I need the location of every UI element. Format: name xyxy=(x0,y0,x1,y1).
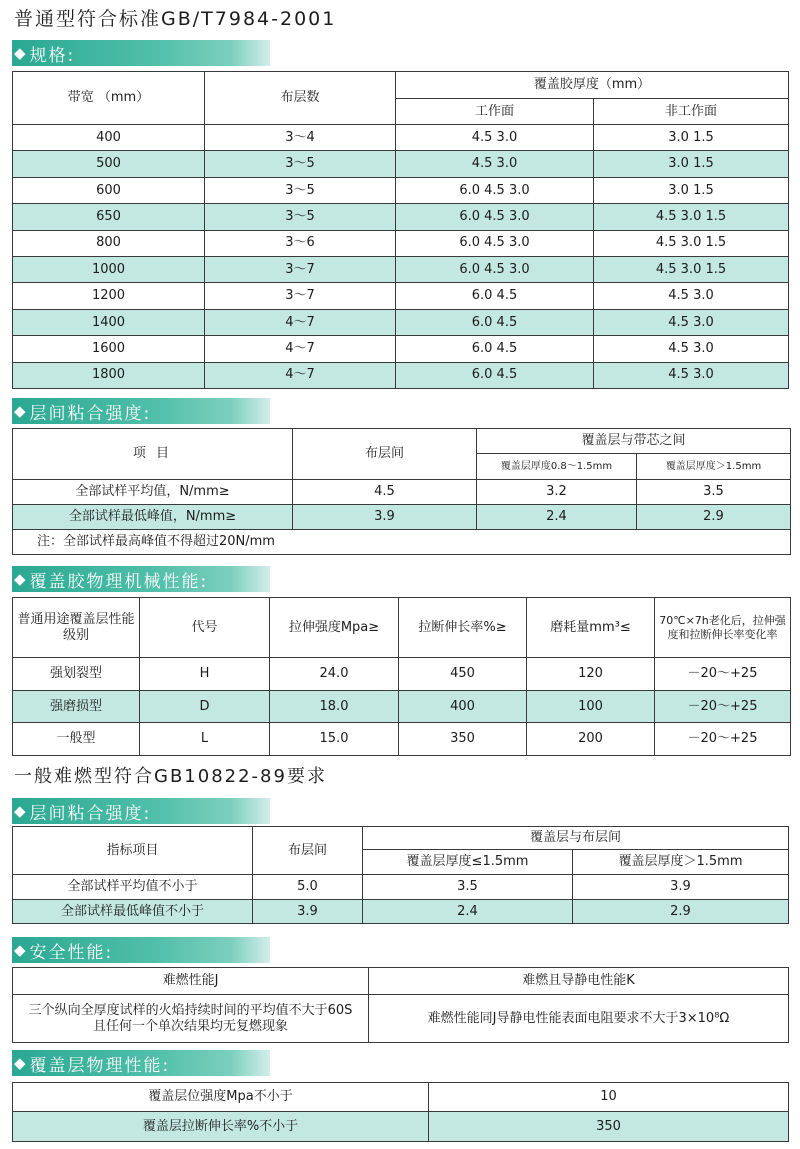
table-row xyxy=(13,309,789,335)
cell-label: 全部试样最低峰值不小于 xyxy=(13,900,253,924)
table-row xyxy=(13,1112,789,1142)
section-band-mechanical xyxy=(12,566,270,592)
section-band-safety xyxy=(12,937,270,963)
header-aging: 70℃×7h老化后，拉伸强度和拉断伸长率变化率 xyxy=(655,598,791,658)
table-row xyxy=(13,283,789,309)
cell-nonworking: 4.5 3.0 xyxy=(594,309,789,335)
header-plies: 布层数 xyxy=(205,72,396,125)
cell-code: H xyxy=(140,658,270,691)
cell-tensile: 18.0 xyxy=(270,691,399,723)
section-heading: 覆盖层物理性能: xyxy=(29,1055,171,1076)
header-thick-cover: 覆盖层厚度＞1.5mm xyxy=(637,454,791,480)
adhesion-table-2 xyxy=(12,826,789,924)
header-cover-core: 覆盖层与带芯之间 xyxy=(477,429,791,454)
diamond-icon: ◆ xyxy=(14,402,28,420)
header-flame-retardant: 难燃性能J xyxy=(13,968,369,995)
cell-width: 650 xyxy=(13,204,205,230)
table-row xyxy=(13,204,789,230)
cell-plies: 3～5 xyxy=(205,204,396,230)
cell-working: 6.0 4.5 xyxy=(396,309,594,335)
cell-working: 4.5 3.0 xyxy=(396,151,594,177)
cell-level: 一般型 xyxy=(13,723,140,756)
cell-working: 6.0 4.5 xyxy=(396,283,594,309)
diamond-icon: ◆ xyxy=(14,44,28,62)
cell-plies: 3～6 xyxy=(205,230,396,256)
adhesion-table xyxy=(12,428,791,555)
cell-value: 350 xyxy=(429,1112,789,1142)
diamond-icon: ◆ xyxy=(14,941,28,959)
cell-nonworking: 3.0 1.5 xyxy=(594,177,789,203)
diamond-icon: ◆ xyxy=(14,802,28,820)
cell-label: 全部试样平均值不小于 xyxy=(13,875,253,900)
header-working-face: 工作面 xyxy=(396,99,594,125)
safety-table xyxy=(12,967,789,1043)
table-row xyxy=(13,1083,789,1112)
cell-value: 3.2 xyxy=(477,480,637,505)
cell-working: 6.0 4.5 3.0 xyxy=(396,230,594,256)
cell-plies: 4～7 xyxy=(205,309,396,335)
cell-working: 6.0 4.5 3.0 xyxy=(396,177,594,203)
cell-plies: 3～7 xyxy=(205,256,396,282)
section-heading: 层间粘合强度: xyxy=(29,403,152,424)
cell-abrasion: 200 xyxy=(527,723,655,756)
section-band-adhesion-2 xyxy=(12,798,270,824)
section-heading: 规格: xyxy=(29,45,76,66)
cell-width: 1600 xyxy=(13,336,205,362)
cell-label: 全部试样平均值，N/mm≥ xyxy=(13,480,293,505)
page-title: 普通型符合标准GB/T7984-2001 xyxy=(14,8,337,30)
cell-plies: 3～4 xyxy=(205,125,396,151)
cell-value: 3.9 xyxy=(293,505,477,530)
cell-value: 5.0 xyxy=(253,875,363,900)
section-heading: 安全性能: xyxy=(29,942,114,963)
cell-nonworking: 4.5 3.0 1.5 xyxy=(594,230,789,256)
cell-width: 800 xyxy=(13,230,205,256)
table-row xyxy=(13,151,789,177)
cell-nonworking: 4.5 3.0 1.5 xyxy=(594,256,789,282)
cell-abrasion: 100 xyxy=(527,691,655,723)
table-note: 注：全部试样最高峰值不得超过20N/mm xyxy=(13,530,791,555)
header-tensile: 拉伸强度Mpa≥ xyxy=(270,598,399,658)
cell-working: 6.0 4.5 3.0 xyxy=(396,256,594,282)
spec-table xyxy=(12,71,789,389)
cell-value: 2.9 xyxy=(573,900,789,924)
cell-nonworking: 3.0 1.5 xyxy=(594,151,789,177)
cell-value: 3.9 xyxy=(573,875,789,900)
cell-value: 4.5 xyxy=(293,480,477,505)
header-nonworking-face: 非工作面 xyxy=(594,99,789,125)
header-plies: 布层间 xyxy=(293,429,477,480)
cell-value: 2.4 xyxy=(477,505,637,530)
cell-elongation: 350 xyxy=(399,723,527,756)
section-band-spec xyxy=(12,40,270,66)
diamond-icon: ◆ xyxy=(14,1054,28,1072)
cell-width: 1000 xyxy=(13,256,205,282)
table-row xyxy=(13,125,789,151)
cell-working: 6.0 4.5 3.0 xyxy=(396,204,594,230)
table-row xyxy=(13,723,791,756)
header-item: 指标项目 xyxy=(13,827,253,875)
cell-label: 覆盖层位强度Mpa不小于 xyxy=(13,1083,429,1112)
cell-plies: 4～7 xyxy=(205,362,396,388)
table-row xyxy=(13,658,791,691)
cell-tensile: 24.0 xyxy=(270,658,399,691)
cell-nonworking: 4.5 3.0 xyxy=(594,362,789,388)
header-cover-ply: 覆盖层与布层间 xyxy=(363,827,789,850)
cell-level: 强磨损型 xyxy=(13,691,140,723)
cell-nonworking: 4.5 3.0 1.5 xyxy=(594,204,789,230)
cell-value: 2.4 xyxy=(363,900,573,924)
cell-label: 覆盖层拉断伸长率%不小于 xyxy=(13,1112,429,1142)
cell-width: 600 xyxy=(13,177,205,203)
table-row xyxy=(13,256,789,282)
mechanical-table xyxy=(12,597,791,756)
cell-value: 3.5 xyxy=(637,480,791,505)
header-item: 项 目 xyxy=(13,429,293,480)
table-row xyxy=(13,362,789,388)
cell-width: 1400 xyxy=(13,309,205,335)
cell-elongation: 400 xyxy=(399,691,527,723)
table-row xyxy=(13,875,789,900)
table-row xyxy=(13,505,791,530)
table-row xyxy=(13,480,791,505)
header-thin-cover: 覆盖层厚度≤1.5mm xyxy=(363,850,573,875)
cell-antistatic-requirement: 难燃性能同J导静电性能表面电阻要求不大于3×10⁸Ω xyxy=(369,995,789,1043)
header-thin-cover: 覆盖层厚度0.8～1.5mm xyxy=(477,454,637,480)
cell-tensile: 15.0 xyxy=(270,723,399,756)
cell-width: 1200 xyxy=(13,283,205,309)
cell-abrasion: 120 xyxy=(527,658,655,691)
cell-value: 3.9 xyxy=(253,900,363,924)
cell-nonworking: 4.5 3.0 xyxy=(594,283,789,309)
cell-plies: 4～7 xyxy=(205,336,396,362)
header-abrasion: 磨耗量mm³≤ xyxy=(527,598,655,658)
cell-value: 3.5 xyxy=(363,875,573,900)
cell-aging: －20～+25 xyxy=(655,658,791,691)
cell-width: 500 xyxy=(13,151,205,177)
cell-width: 1800 xyxy=(13,362,205,388)
cell-value: 2.9 xyxy=(637,505,791,530)
cell-working: 6.0 4.5 xyxy=(396,336,594,362)
cell-level: 强划裂型 xyxy=(13,658,140,691)
cell-flame-requirement: 三个纵向全厚度试样的火焰持续时间的平均值不大于60S且任何一个单次结果均无复燃现象 xyxy=(13,995,369,1043)
cell-value: 10 xyxy=(429,1083,789,1112)
table-row xyxy=(13,177,789,203)
cell-code: D xyxy=(140,691,270,723)
cell-label: 全部试样最低峰值，N/mm≥ xyxy=(13,505,293,530)
table-row xyxy=(13,900,789,924)
section-band-adhesion xyxy=(12,398,270,424)
header-level: 普通用途覆盖层性能级别 xyxy=(13,598,140,658)
cell-aging: －20～+25 xyxy=(655,691,791,723)
cell-elongation: 450 xyxy=(399,658,527,691)
table-row xyxy=(13,230,789,256)
table-row xyxy=(13,336,789,362)
section-band-cover xyxy=(12,1050,270,1076)
table-row xyxy=(13,691,791,723)
section-heading: 层间粘合强度: xyxy=(29,803,152,824)
header-cover-thickness: 覆盖胶厚度（mm） xyxy=(396,72,789,99)
header-width: 带宽 （mm） xyxy=(13,72,205,125)
section-title-flame-retardant: 一般难燃型符合GB10822-89要求 xyxy=(14,766,327,787)
cell-aging: －20～+25 xyxy=(655,723,791,756)
header-plies: 布层间 xyxy=(253,827,363,875)
cell-plies: 3～5 xyxy=(205,151,396,177)
header-code: 代号 xyxy=(140,598,270,658)
header-elongation: 拉断伸长率%≥ xyxy=(399,598,527,658)
cell-plies: 3～7 xyxy=(205,283,396,309)
cell-plies: 3～5 xyxy=(205,177,396,203)
cell-working: 4.5 3.0 xyxy=(396,125,594,151)
cover-table xyxy=(12,1082,789,1142)
cell-nonworking: 4.5 3.0 xyxy=(594,336,789,362)
header-thick-cover: 覆盖层厚度＞1.5mm xyxy=(573,850,789,875)
cell-width: 400 xyxy=(13,125,205,151)
diamond-icon: ◆ xyxy=(14,570,28,588)
header-flame-antistatic: 难燃且导静电性能K xyxy=(369,968,789,995)
cell-code: L xyxy=(140,723,270,756)
cell-working: 6.0 4.5 xyxy=(396,362,594,388)
cell-nonworking: 3.0 1.5 xyxy=(594,125,789,151)
section-heading: 覆盖胶物理机械性能: xyxy=(29,571,209,592)
